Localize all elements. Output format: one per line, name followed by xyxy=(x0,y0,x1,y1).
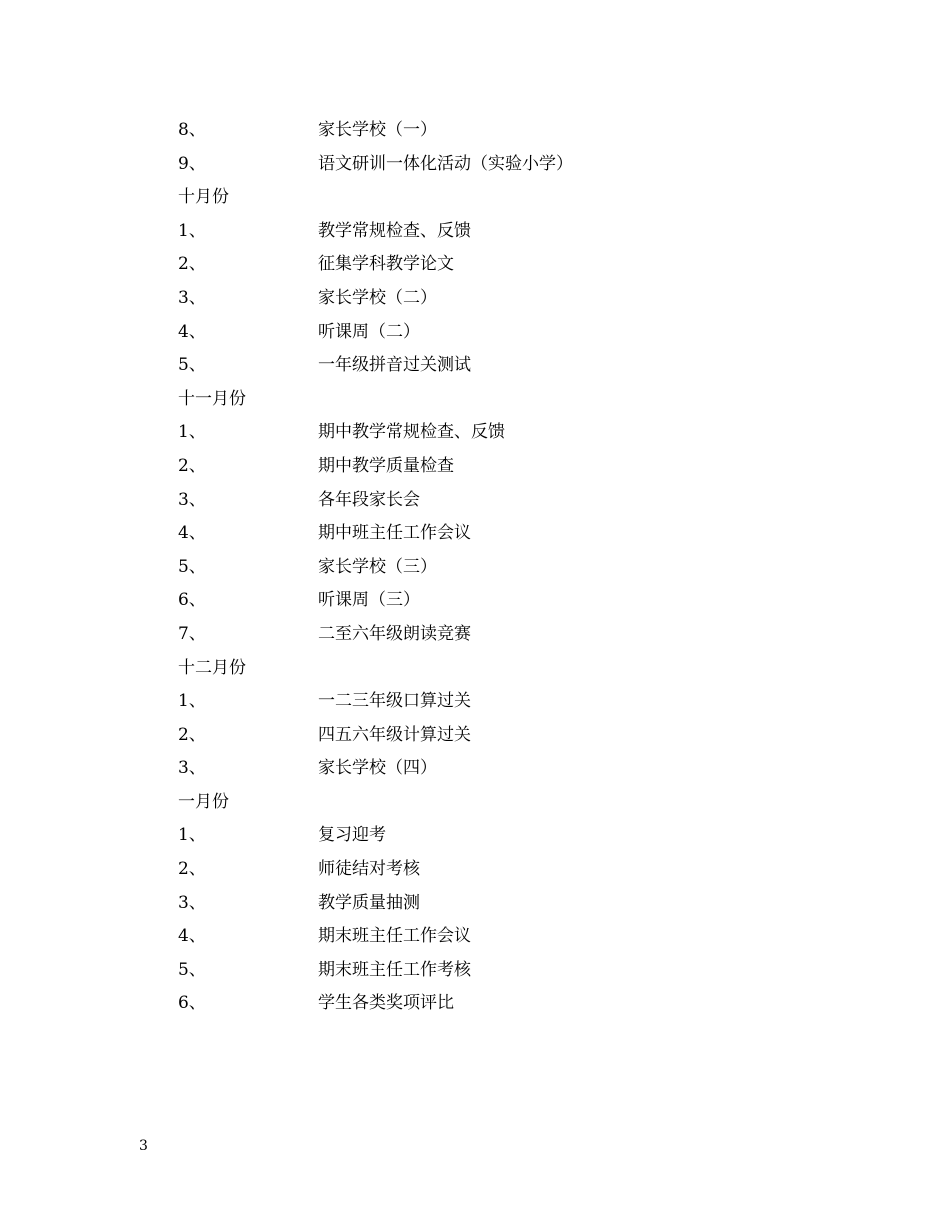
plan-item-text: 一二三年级口算过关 xyxy=(318,691,471,712)
plan-item-number: 4、 xyxy=(178,523,206,544)
plan-item-number: 5、 xyxy=(178,959,206,980)
plan-item-text: 教学常规检查、反馈 xyxy=(318,220,471,241)
plan-item-text: 复习迎考 xyxy=(318,825,386,846)
month-heading xyxy=(0,383,950,417)
plan-item-number: 2、 xyxy=(178,455,206,476)
plan-item xyxy=(0,719,950,753)
plan-item-text: 学生各类奖项评比 xyxy=(318,993,454,1014)
month-heading-text: 一月份 xyxy=(178,791,229,812)
plan-item-text: 家长学校（三） xyxy=(318,556,437,577)
plan-item-number: 2、 xyxy=(178,254,206,275)
plan-item xyxy=(0,316,950,350)
plan-item-text: 家长学校（一） xyxy=(318,120,437,140)
plan-item-text: 一年级拼音过关测试 xyxy=(318,355,471,376)
plan-item xyxy=(0,584,950,618)
plan-item xyxy=(0,887,950,921)
plan-item xyxy=(0,114,950,148)
plan-item-text: 二至六年级朗读竞赛 xyxy=(318,623,471,644)
plan-item-text: 师徒结对考核 xyxy=(318,859,420,880)
plan-item xyxy=(0,819,950,853)
plan-item-number: 5、 xyxy=(178,355,206,376)
plan-item xyxy=(0,282,950,316)
plan-item-number: 1、 xyxy=(178,422,206,443)
page-number: 3 xyxy=(139,1138,148,1154)
plan-item-number: 2、 xyxy=(178,859,206,880)
plan-item xyxy=(0,215,950,249)
plan-item-number: 3、 xyxy=(178,758,206,779)
document-body xyxy=(0,114,950,1021)
plan-item xyxy=(0,517,950,551)
plan-item xyxy=(0,551,950,585)
plan-item-text: 征集学科教学论文 xyxy=(318,254,454,275)
month-heading xyxy=(0,786,950,820)
plan-item-number: 3、 xyxy=(178,489,206,510)
month-heading-text: 十一月份 xyxy=(178,388,246,409)
plan-item-number: 8、 xyxy=(178,120,206,140)
plan-item-text: 期末班主任工作会议 xyxy=(318,926,471,947)
plan-item-number: 6、 xyxy=(178,590,206,611)
plan-item-number: 2、 xyxy=(178,724,206,745)
month-heading-text: 十月份 xyxy=(178,187,229,208)
plan-item xyxy=(0,954,950,988)
plan-item-text: 教学质量抽测 xyxy=(318,892,420,913)
plan-item-text: 听课周（二） xyxy=(318,321,420,342)
plan-item-text: 家长学校（二） xyxy=(318,287,437,308)
plan-item-number: 3、 xyxy=(178,287,206,308)
plan-item xyxy=(0,484,950,518)
plan-item-text: 期中教学常规检查、反馈 xyxy=(318,422,505,443)
plan-item-text: 家长学校（四） xyxy=(318,758,437,779)
plan-item-text: 语文研训一体化活动（实验小学） xyxy=(318,153,573,174)
month-heading xyxy=(0,181,950,215)
plan-item xyxy=(0,450,950,484)
plan-item-text: 期末班主任工作考核 xyxy=(318,959,471,980)
plan-item xyxy=(0,752,950,786)
plan-item xyxy=(0,853,950,887)
plan-item-number: 5、 xyxy=(178,556,206,577)
plan-item-text: 各年段家长会 xyxy=(318,489,420,510)
plan-item-text: 四五六年级计算过关 xyxy=(318,724,471,745)
plan-item xyxy=(0,349,950,383)
plan-item xyxy=(0,685,950,719)
plan-item-number: 1、 xyxy=(178,825,206,846)
plan-item xyxy=(0,416,950,450)
plan-item-number: 3、 xyxy=(178,892,206,913)
plan-item xyxy=(0,987,950,1021)
plan-item-number: 9、 xyxy=(178,153,206,174)
plan-item-number: 7、 xyxy=(178,623,206,644)
plan-item xyxy=(0,248,950,282)
plan-item-number: 4、 xyxy=(178,321,206,342)
plan-item xyxy=(0,148,950,182)
plan-item-number: 1、 xyxy=(178,220,206,241)
plan-item-number: 6、 xyxy=(178,993,206,1014)
month-heading xyxy=(0,652,950,686)
plan-item-text: 期中班主任工作会议 xyxy=(318,523,471,544)
plan-item-text: 期中教学质量检查 xyxy=(318,455,454,476)
plan-item xyxy=(0,618,950,652)
month-heading-text: 十二月份 xyxy=(178,657,246,678)
plan-item-number: 1、 xyxy=(178,691,206,712)
plan-item-text: 听课周（三） xyxy=(318,590,420,611)
plan-item-number: 4、 xyxy=(178,926,206,947)
plan-item xyxy=(0,920,950,954)
